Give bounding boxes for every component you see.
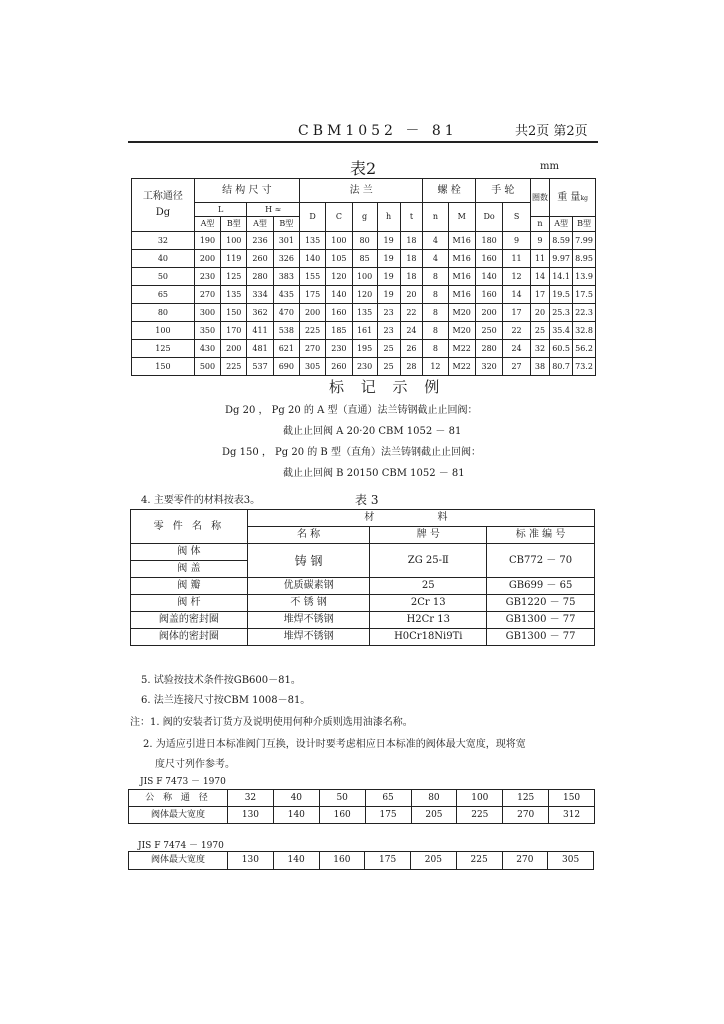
table2-cell: 135 [221,286,247,304]
example-title: 标 记 示 例 [329,378,446,396]
table2-cell: 23 [377,322,400,340]
table2-cell: 25 [377,340,400,358]
table2-cell: 20 [530,304,549,322]
table2-cell: 250 [475,322,502,340]
note-6: 6. 法兰连接尺寸按CBM 1008－81。 [141,695,311,706]
table2-cell: 100 [352,268,377,286]
material-std: CB772 － 70 [487,544,595,578]
header-rule [128,141,598,143]
jis2-row-width [129,852,594,870]
jis2-cell: 130 [228,852,274,870]
table2-cell: 200 [475,304,502,322]
table2-cell: M20 [448,304,475,322]
table2-cell: 8 [423,340,448,358]
table2-cell: 80.7 [550,358,573,376]
table2-cell: 161 [352,322,377,340]
table2-cell: 225 [221,358,247,376]
part-name: 阀盖的密封圈 [131,612,248,629]
table2-cell: 25.3 [550,304,573,322]
jis1-cell: 32 [228,790,274,807]
jis1-row-width [129,807,595,824]
table2-cell: 4 [423,232,448,250]
table2-cell: 26 [400,340,423,358]
table2-cell: 9 [530,232,549,250]
weight-label: 重 量 [557,191,581,203]
example-line-3: Dg 150 ， Pg 20 的 B 型（直角）法兰铸钢截止止回阀： [222,447,481,458]
head-H: H ≈ [247,203,300,217]
table2-subheader-row [132,203,596,217]
table2-cell: 85 [352,250,377,268]
table2-cell: 140 [326,286,352,304]
material-grade: H2Cr 13 [370,612,487,629]
table2-cell: 105 [326,250,352,268]
table2-cell: 470 [273,304,299,322]
head-L-B: B型 [221,217,247,232]
table2-cell: 140 [299,250,325,268]
table2-cell: 8.59 [550,232,573,250]
table2-cell: 301 [273,232,299,250]
table2-cell: 27 [503,358,530,376]
table2-cell: 24 [503,340,530,358]
table2-cell: 28 [400,358,423,376]
table2-cell: 119 [221,250,247,268]
jis2-cell: 270 [502,852,548,870]
material-name: 不 锈 钢 [247,595,370,612]
jis1-row-label: 阀体最大宽度 [129,807,228,824]
table2-cell: 180 [475,232,502,250]
table2-cell: 8 [423,322,448,340]
head-n: n [423,203,448,232]
table2-cell: 200 [221,340,247,358]
jis1-cell: 150 [549,790,595,807]
example-line-4: 截止止回阀 B 20150 CBM 1052 － 81 [283,468,465,479]
table2-cell: 150 [221,304,247,322]
head-H-B: B型 [273,217,299,232]
table2-cell: 19 [377,268,400,286]
jis1-cell: 130 [228,807,274,824]
table2-cell: 35.4 [550,322,573,340]
table2-cell: 56.2 [573,340,596,358]
table2-header-row [132,179,596,203]
jis1-cell: 205 [411,807,457,824]
section-4-text: 4. 主要零件的材料按表3。 [141,495,261,506]
table2-head-bolt: 螺 栓 [423,179,476,203]
table2-head-flange: 法 兰 [299,179,422,203]
table2-cell: 9 [503,232,530,250]
head-h: h [377,203,400,232]
material-name: 铸 钢 [247,544,370,578]
table3-row [131,629,595,646]
jis2-cell: 140 [273,852,319,870]
table2-cell: 25 [377,358,400,376]
head-H-A: A型 [247,217,273,232]
head-L-A: A型 [194,217,220,232]
table2-row [132,340,596,358]
material-grade: 25 [370,578,487,595]
table2-cell: 23 [377,304,400,322]
table2-cell: M22 [448,340,475,358]
jis2-label: JIS F 7474 － 1970 [138,841,224,851]
table2-cell: 230 [194,268,220,286]
table2-cell: 7.99 [573,232,596,250]
head-C: C [326,203,352,232]
material-name: 优质碳素钢 [247,578,370,595]
table2-cell: 100 [221,232,247,250]
table2-cell: 17.5 [573,286,596,304]
jis1-row-label: 公 称 通 径 [129,790,228,807]
document-code: CBM1052 － 81 [298,123,458,139]
jis2-row-label: 阀体最大宽度 [129,852,228,870]
table2-cell: 435 [273,286,299,304]
jis1-cell: 175 [365,807,411,824]
jis2-cell: 160 [319,852,365,870]
table2-cell: M16 [448,268,475,286]
table2-cell: 135 [299,232,325,250]
table2-cell: 11 [503,250,530,268]
example-line-1: Dg 20 ， Pg 20 的 A 型（直通）法兰铸钢截止止回阀： [225,405,478,416]
table2-cell: 12 [423,358,448,376]
table2-cell: 160 [475,250,502,268]
table2-cell: 14.1 [550,268,573,286]
table2-cell: 19 [377,250,400,268]
table2-cell: 32 [132,232,195,250]
dg-label: 工称通径 [142,191,183,202]
table2-cell: 305 [299,358,325,376]
part-name: 阀 瓣 [131,578,248,595]
table3-head-std: 标 准 编 号 [487,527,595,544]
table2-cell: 22.3 [573,304,596,322]
table2-cell: M22 [448,358,475,376]
table2-cell: M20 [448,322,475,340]
note-2-line-2: 度尺寸列作参考。 [155,759,235,770]
jis1-cell: 65 [365,790,411,807]
head-M: M [448,203,475,232]
table2-cell: 32.8 [573,322,596,340]
table2-cell: 270 [194,286,220,304]
table2-cell: 125 [132,340,195,358]
example-line-2: 截止止回阀 A 20·20 CBM 1052 － 81 [283,426,462,437]
material-grade: ZG 25-Ⅱ [370,544,487,578]
table2-cell: 14 [503,286,530,304]
table2-cell: 350 [194,322,220,340]
jis2-cell: 175 [365,852,411,870]
jis1-cell: 140 [273,807,319,824]
table2-cell: 100 [132,322,195,340]
table2-cell: 25 [530,322,549,340]
table3-head-grade: 牌 号 [370,527,487,544]
table2-cell: 22 [503,322,530,340]
table3-row [131,595,595,612]
table2-row [132,358,596,376]
table2-cell: 4 [423,250,448,268]
table2-cell: 38 [530,358,549,376]
material-std: GB1220 － 75 [487,595,595,612]
table2-cell: 195 [352,340,377,358]
table2-cell: 8 [423,286,448,304]
material-std: GB1300 － 77 [487,612,595,629]
jis2-cell: 305 [548,852,594,870]
table2-cell: 270 [299,340,325,358]
table2-cell: 8.95 [573,250,596,268]
dg-symbol: Dg [155,207,171,218]
jis1-cell: 312 [549,807,595,824]
part-name: 阀 体 [131,544,248,561]
material-grade: 2Cr 13 [370,595,487,612]
table3-row [131,578,595,595]
table2-cell: 13.9 [573,268,596,286]
table2-cell: 120 [326,268,352,286]
table3-row [131,544,595,561]
table2-cell: 17 [503,304,530,322]
jis1-cell: 160 [319,807,365,824]
table2-cell: 200 [194,250,220,268]
table2-cell: 334 [247,286,273,304]
table2-cell: 170 [221,322,247,340]
jis1-cell: 40 [273,790,319,807]
table2-cell: 8 [423,268,448,286]
table2-cell: 32 [530,340,549,358]
table2-cell: 185 [326,322,352,340]
table2-row [132,286,596,304]
material-name: 堆焊不锈钢 [247,612,370,629]
table2-head-struct: 结 构 尺 寸 [194,179,299,203]
table2-cell: M16 [448,232,475,250]
jis1-cell: 80 [411,790,457,807]
table2-cell: 18 [400,250,423,268]
note-2-line-1: 2. 为适应引进日本标准阀门互换，设计时要考虑相应日本标准的阀体最大宽度，现将宽 [143,739,526,750]
table2-cell: 24 [400,322,423,340]
table2-body [132,232,596,376]
table3 [130,509,595,646]
jis1-table [128,789,595,824]
table2-cell: 280 [247,268,273,286]
table2-cell: 537 [247,358,273,376]
note-5: 5. 试验按技术条件按GB600－81。 [141,675,301,686]
table3-header-row [131,510,595,527]
table2-head-handwheel: 手 轮 [475,179,530,203]
jis2-cell: 205 [411,852,457,870]
table2-cell: 80 [132,304,195,322]
table2-cell: 690 [273,358,299,376]
table2-title: 表2 [350,159,377,178]
material-std: GB1300 － 77 [487,629,595,646]
table3-title: 表 3 [355,493,379,507]
table2-cell: 260 [247,250,273,268]
table2-cell: 40 [132,250,195,268]
table2-row [132,304,596,322]
table2-cell: 135 [352,304,377,322]
table2-cell: 60.5 [550,340,573,358]
material-name: 堆焊不锈钢 [247,629,370,646]
table3-head-part: 零 件 名 称 [131,510,248,544]
note-1: 注：1. 阀的安装者订货方及说明使用何种介质则选用油漆名称。 [130,717,413,728]
table2-cell: 362 [247,304,273,322]
head-S: S [503,203,530,232]
material-std: GB699 － 65 [487,578,595,595]
jis1-cell: 125 [503,790,549,807]
table2-cell: 230 [352,358,377,376]
jis2-table [128,851,594,870]
table2-cell: 280 [475,340,502,358]
table2-cell: 155 [299,268,325,286]
table2-cell: 50 [132,268,195,286]
table2-cell: 20 [400,286,423,304]
table2-cell: 18 [400,268,423,286]
table2-cell: 22 [400,304,423,322]
head-D: D [299,203,325,232]
table2-cell: 65 [132,286,195,304]
head-t: t [400,203,423,232]
table2-head-turns: 圈数 [530,179,549,217]
table2-cell: 100 [326,232,352,250]
table2-cell: 125 [221,268,247,286]
part-name: 阀体的密封圈 [131,629,248,646]
table2-cell: 383 [273,268,299,286]
table3-head-material: 材 料 [247,510,594,527]
table2-cell: 18 [400,232,423,250]
weight-unit: kg [580,194,588,202]
table2-cell: 326 [273,250,299,268]
table2-cell: 19.5 [550,286,573,304]
table2-head-dg [132,179,195,232]
head-turns-n: n [530,217,549,232]
head-g: g [352,203,377,232]
table2-unit: mm [540,161,559,172]
table2-row [132,322,596,340]
table2-cell: 190 [194,232,220,250]
head-weight-B: B型 [573,217,596,232]
table2-cell: 411 [247,322,273,340]
head-Do: Do [475,203,502,232]
part-name: 阀 盖 [131,561,248,578]
table2-cell: 140 [475,268,502,286]
table2-cell: M16 [448,286,475,304]
jis1-row-dg [129,790,595,807]
jis2-cell: 225 [456,852,502,870]
table2-row [132,232,596,250]
table2-cell: 538 [273,322,299,340]
jis1-label: JIS F 7473 － 1970 [140,777,226,787]
table2-cell: 14 [530,268,549,286]
table2-row [132,250,596,268]
table3-row [131,612,595,629]
table2-cell: 621 [273,340,299,358]
table2-head-weight [550,179,596,217]
jis1-cell: 225 [457,807,503,824]
table2-cell: 175 [299,286,325,304]
table2-cell: 19 [377,232,400,250]
table2-cell: M16 [448,250,475,268]
table3-head-name: 名 称 [247,527,370,544]
table2-cell: 17 [530,286,549,304]
table2-cell: 8 [423,304,448,322]
material-grade: H0Cr18Ni9Ti [370,629,487,646]
table2-row [132,268,596,286]
table2-cell: 11 [530,250,549,268]
jis1-cell: 50 [319,790,365,807]
head-weight-A: A型 [550,217,573,232]
table2-cell: 19 [377,286,400,304]
page-indicator: 共2页 第2页 [515,124,588,139]
table2-cell: 500 [194,358,220,376]
table2-cell: 320 [475,358,502,376]
table2-cell: 160 [475,286,502,304]
jis1-cell: 100 [457,790,503,807]
table2-cell: 80 [352,232,377,250]
table2-cell: 300 [194,304,220,322]
table2-cell: 225 [299,322,325,340]
table2 [131,178,596,376]
table2-cell: 160 [326,304,352,322]
table2-cell: 481 [247,340,273,358]
table2-cell: 73.2 [573,358,596,376]
table2-cell: 230 [326,340,352,358]
head-L: L [194,203,247,217]
table2-cell: 12 [503,268,530,286]
table2-cell: 260 [326,358,352,376]
table2-cell: 236 [247,232,273,250]
table2-cell: 150 [132,358,195,376]
table2-cell: 200 [299,304,325,322]
table2-cell: 120 [352,286,377,304]
table2-cell: 430 [194,340,220,358]
jis1-cell: 270 [503,807,549,824]
table2-cell: 9.97 [550,250,573,268]
part-name: 阀 杆 [131,595,248,612]
